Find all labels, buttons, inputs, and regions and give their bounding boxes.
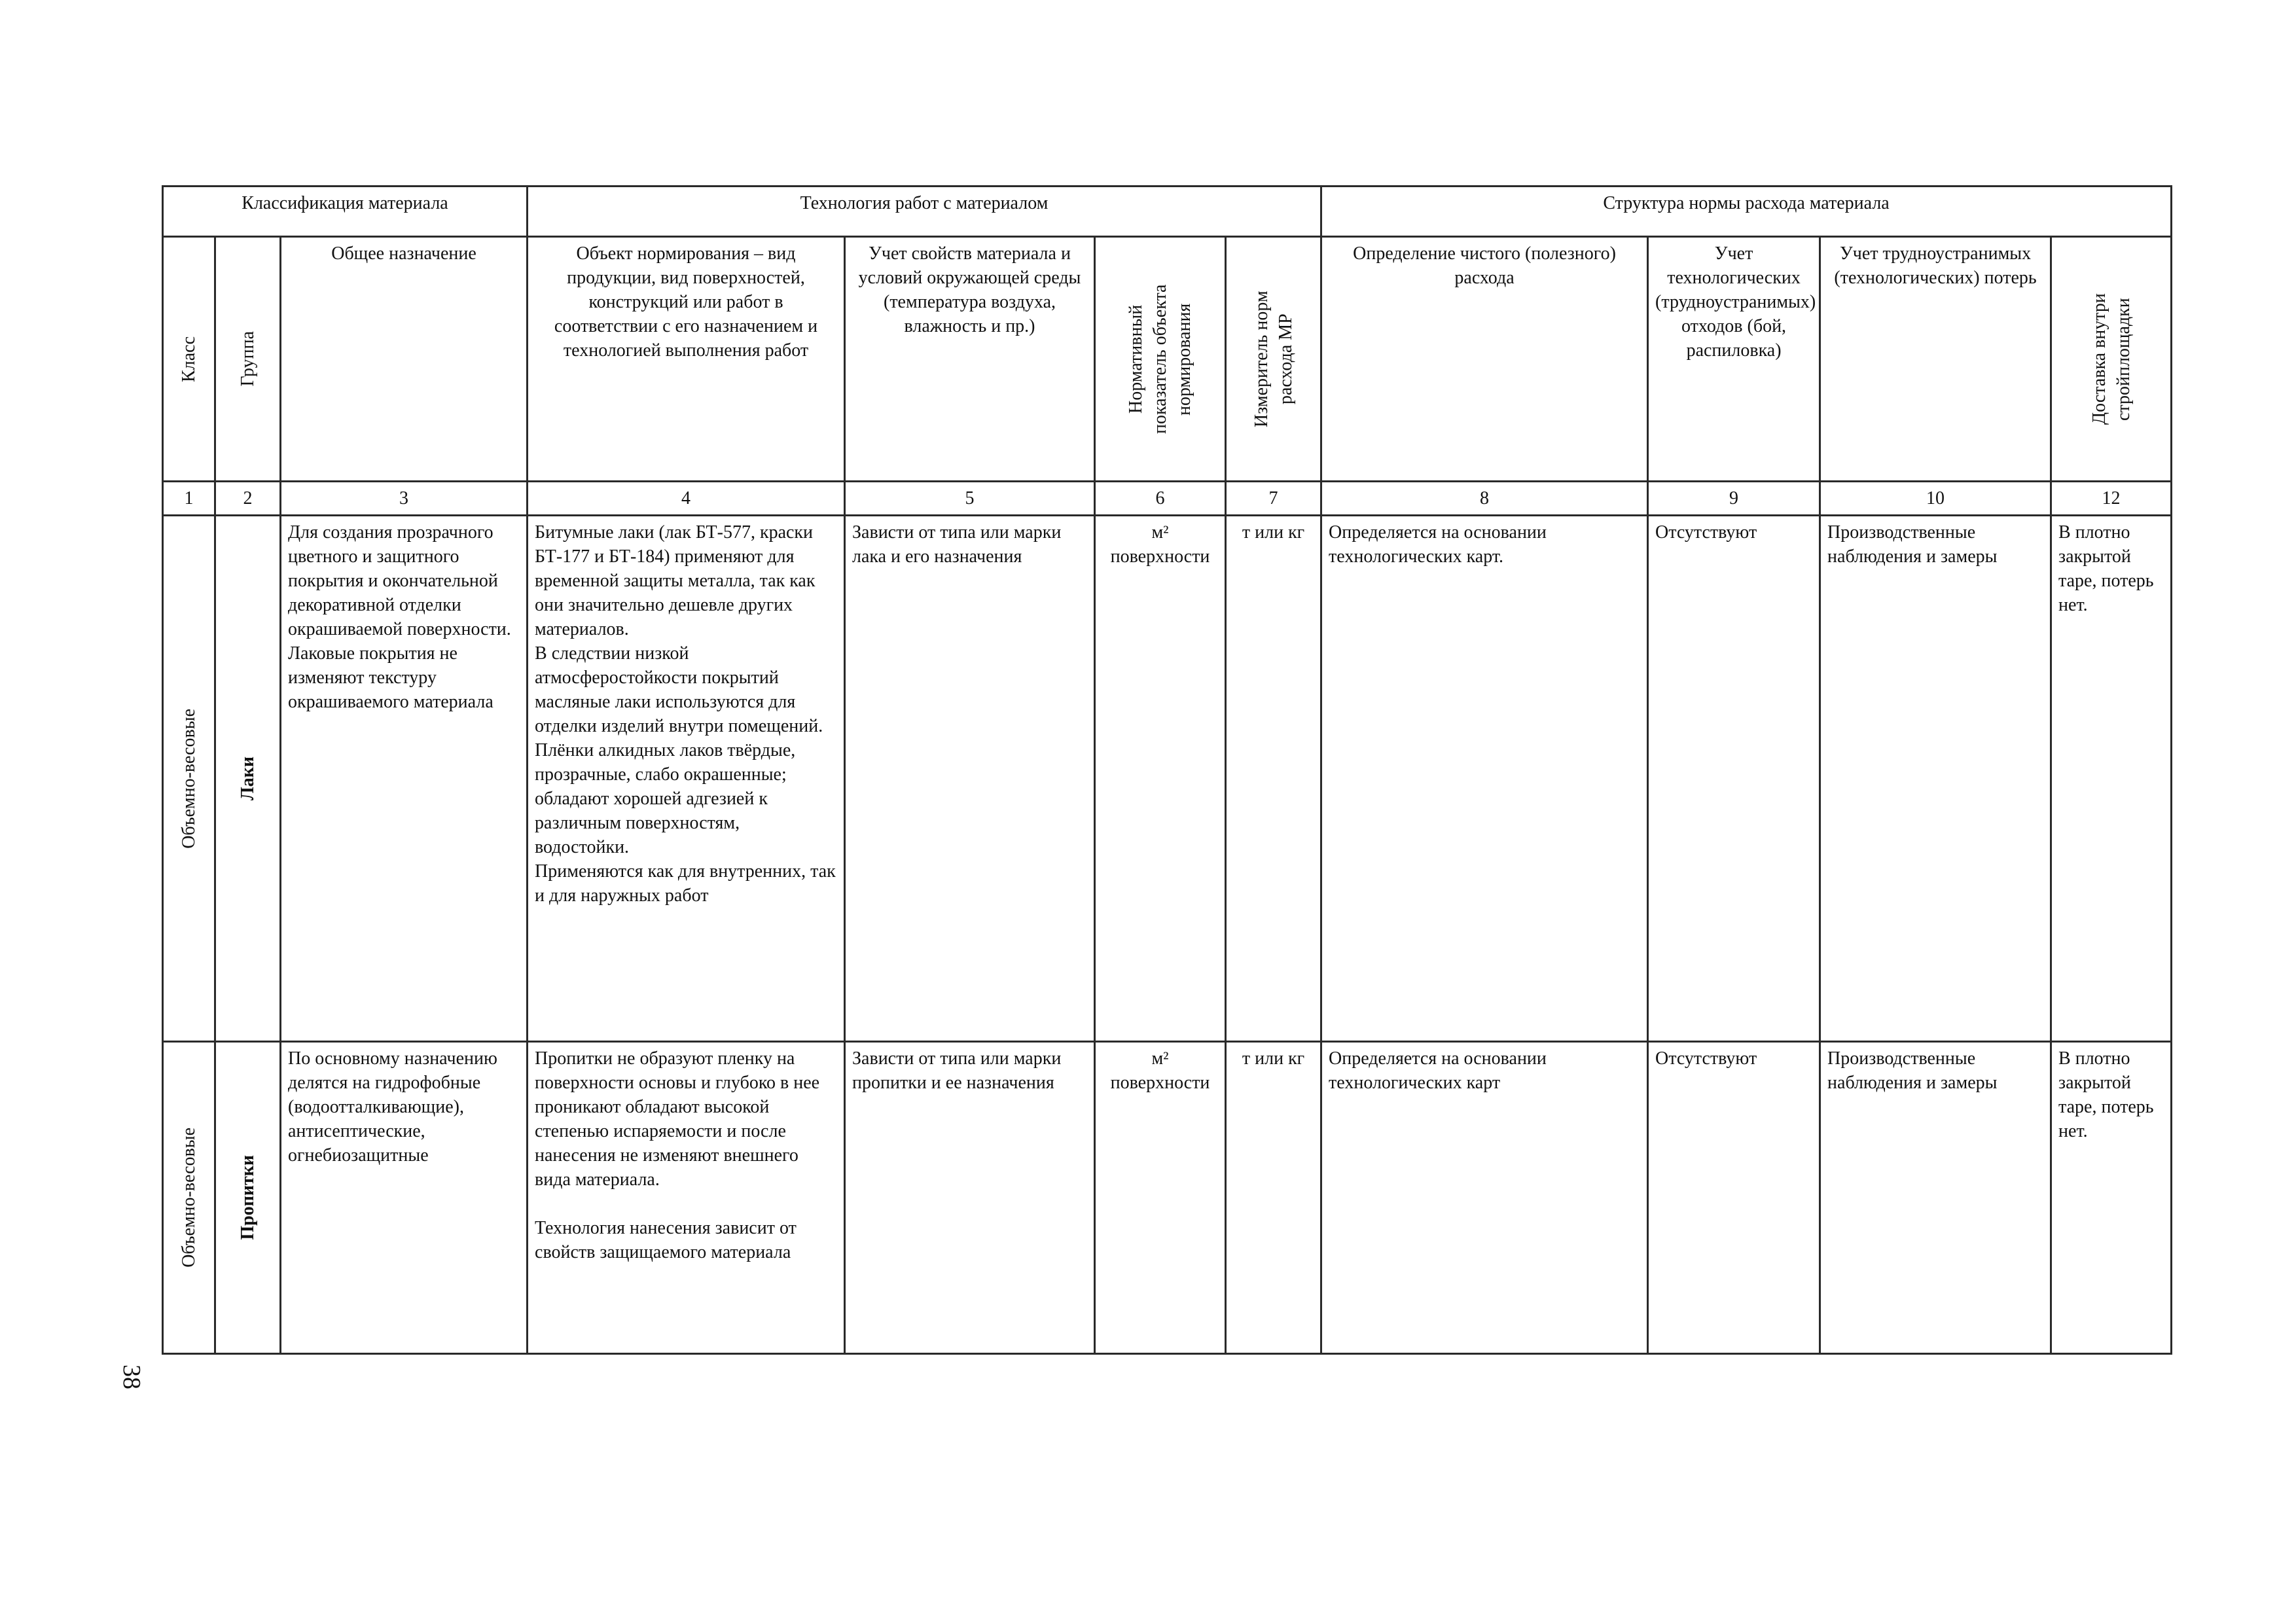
group-classification: Классификация материала <box>163 187 528 237</box>
row-properties: Зависти от типа или марки лака и его назначения <box>845 516 1095 1042</box>
row-group: Лаки <box>215 516 281 1042</box>
row-object: Пропитки не образуют пленку на поверхности основы и глубоко в нее проникают обладают высокой степенью испаряемости и после нанесения не изменяют внешнего вида материала. Технология нанесения зависит от свойств защищаемого материала <box>528 1042 845 1354</box>
header-tech-waste: Учет технологических (трудноустранимых) отходов (бой, распиловка) <box>1648 237 1820 482</box>
group-header-row <box>163 187 2172 237</box>
header-properties: Учет свойств материала и условий окружающей среды (температура воздуха, влажность и пр.) <box>845 237 1095 482</box>
header-purpose: Общее назначение <box>281 237 528 482</box>
norms-table <box>162 185 2172 1355</box>
column-number: 5 <box>845 482 1095 516</box>
header-norm-indicator: Нормативный показатель объекта нормирования <box>1095 237 1226 482</box>
column-number: 10 <box>1820 482 2051 516</box>
header-group: Группа <box>215 237 281 482</box>
row-purpose: Для создания прозрачного цветного и защитного покрытия и окончательной декоративной отделки окрашиваемой поверхности. Лаковые покрытия не изменяют текстуру окрашиваемого материала <box>281 516 528 1042</box>
column-header-row <box>163 237 2172 482</box>
row-delivery: В плотно закрытой таре, потерь нет. <box>2051 1042 2172 1354</box>
header-net-use: Определение чистого (полезного) расхода <box>1321 237 1648 482</box>
header-losses: Учет трудноустранимых (технологических) потерь <box>1820 237 2051 482</box>
group-structure: Структура нормы расхода материала <box>1321 187 2172 237</box>
row-tech-waste: Отсутствуют <box>1648 1042 1820 1354</box>
row-net-use: Определяется на основании технологических карт <box>1321 1042 1648 1354</box>
column-number: 3 <box>281 482 528 516</box>
row-group: Пропитки <box>215 1042 281 1354</box>
row-norm-unit: м² поверхности <box>1095 1042 1226 1354</box>
header-delivery: Доставка внутри стройплощадки <box>2051 237 2172 482</box>
column-number: 12 <box>2051 482 2172 516</box>
table-row <box>163 516 2172 1042</box>
column-number: 9 <box>1648 482 1820 516</box>
group-technology: Технология работ с материалом <box>528 187 1321 237</box>
column-number: 1 <box>163 482 215 516</box>
header-object: Объект нормирования – вид продукции, вид поверхностей, конструкций или работ в соответствии с его назначением и технологией выполнения работ <box>528 237 845 482</box>
page-number: 38 <box>118 1364 145 1389</box>
row-meter: т или кг <box>1226 516 1321 1042</box>
row-delivery: В плотно закрытой таре, потерь нет. <box>2051 516 2172 1042</box>
header-class: Класс <box>163 237 215 482</box>
row-class: Объемно-весовые <box>163 1042 215 1354</box>
row-norm-unit: м² поверхности <box>1095 516 1226 1042</box>
column-number-row <box>163 482 2172 516</box>
table-row <box>163 1042 2172 1354</box>
column-number: 2 <box>215 482 281 516</box>
row-losses: Производственные наблюдения и замеры <box>1820 1042 2051 1354</box>
column-number: 6 <box>1095 482 1226 516</box>
row-properties: Зависти от типа или марки пропитки и ее назначения <box>845 1042 1095 1354</box>
row-meter: т или кг <box>1226 1042 1321 1354</box>
header-meter: Измеритель норм расхода МР <box>1226 237 1321 482</box>
row-class: Объемно-весовые <box>163 516 215 1042</box>
column-number: 8 <box>1321 482 1648 516</box>
row-object: Битумные лаки (лак БТ-577, краски БТ-177 и БТ-184) применяют для временной защиты металла, так как они значительно дешевле других материалов. В следствии низкой атмосферостойкости покрытий масляные лаки используются для отделки изделий внутри помещений. Плёнки алкидных лаков твёрдые, прозрачные, слабо окрашенные; обладают хорошей адгезией к различным поверхностям, водостойки. Применяются как для внутренних, так и для наружных работ <box>528 516 845 1042</box>
row-tech-waste: Отсутствуют <box>1648 516 1820 1042</box>
column-number: 7 <box>1226 482 1321 516</box>
column-number: 4 <box>528 482 845 516</box>
row-net-use: Определяется на основании технологических карт. <box>1321 516 1648 1042</box>
row-losses: Производственные наблюдения и замеры <box>1820 516 2051 1042</box>
row-purpose: По основному назначению делятся на гидрофобные (водоотталкивающие), антисептические, огнебиозащитные <box>281 1042 528 1354</box>
